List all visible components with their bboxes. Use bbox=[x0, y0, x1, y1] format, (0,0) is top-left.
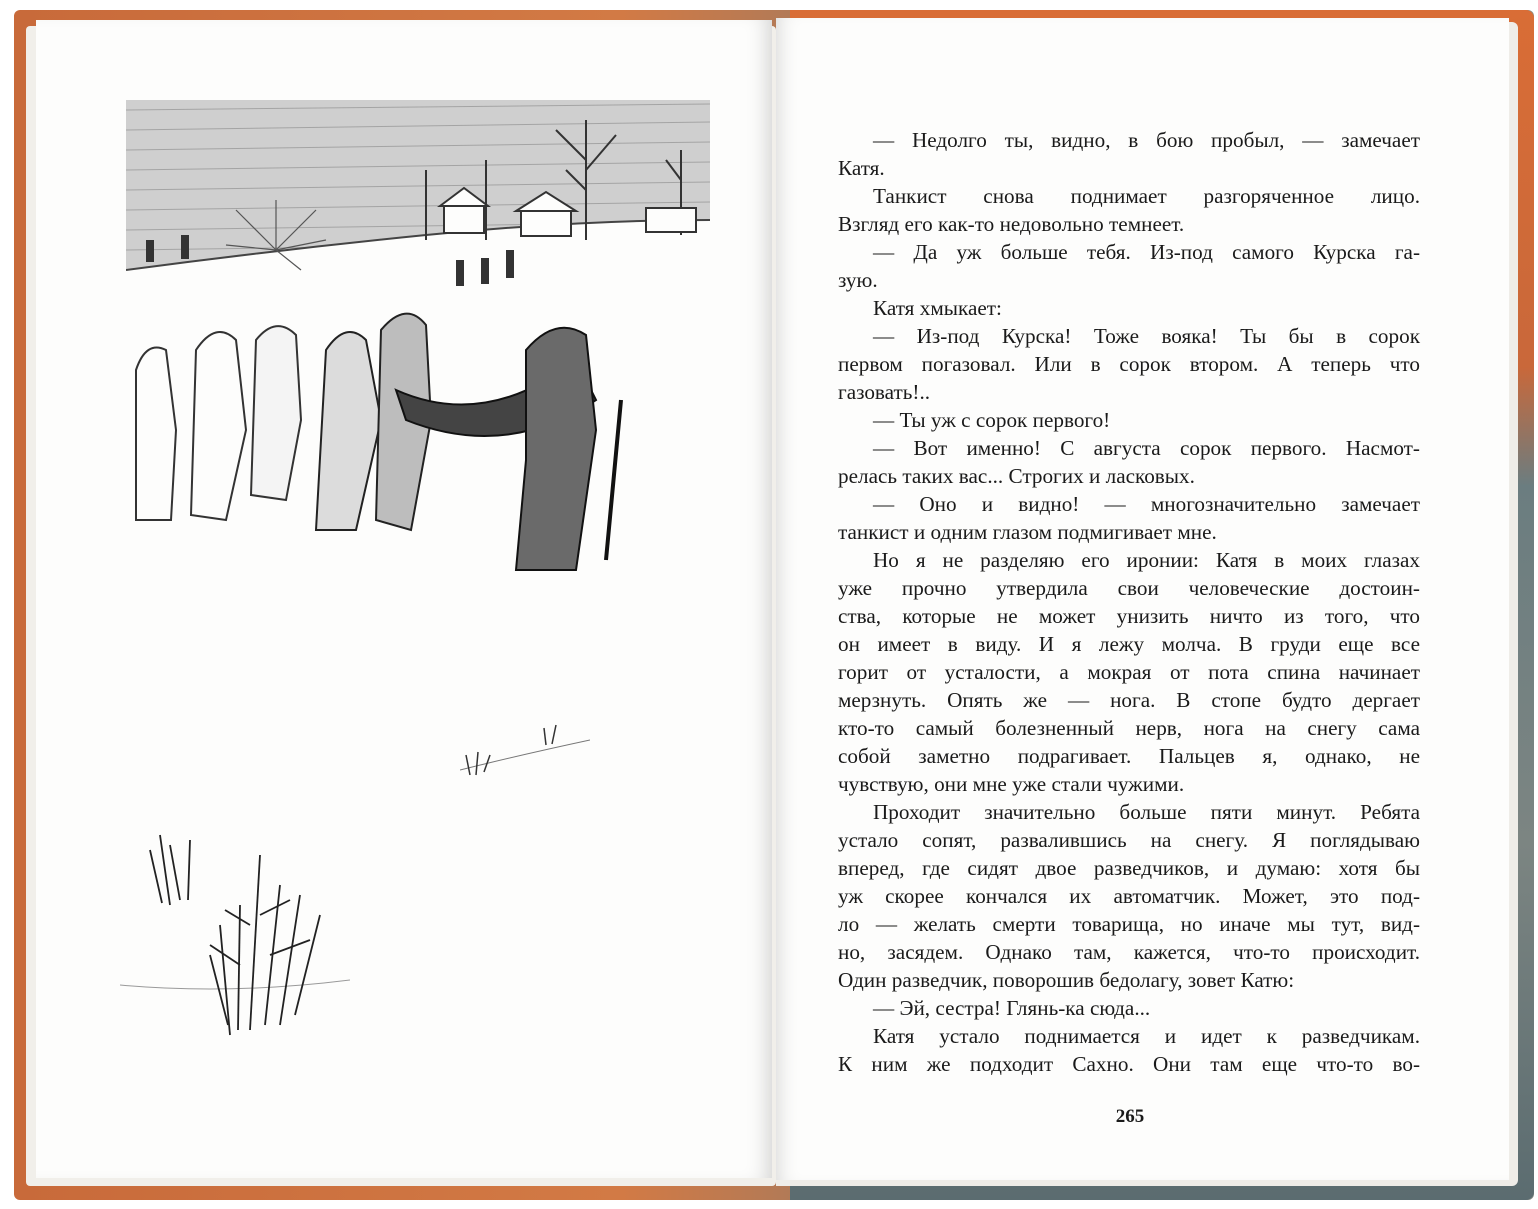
text-line: — Эй, сестра! Глянь-ка сюда... bbox=[873, 996, 1151, 1020]
page-number: 265 bbox=[1115, 1106, 1145, 1127]
illustration-winter-evacuation bbox=[126, 100, 710, 590]
text-line: Но я не разделяю его иронии: Катя в моих глазах bbox=[873, 548, 1420, 572]
text-line: он имеет в виду. И я лежу молча. В груди еще все bbox=[838, 632, 1420, 656]
text-line: Танкист снова поднимает разгоряченное лицо. bbox=[873, 184, 1420, 208]
text-line: зую. bbox=[838, 268, 878, 292]
text-line: Проходит значительно больше пяти минут. Ребята bbox=[873, 800, 1420, 824]
text-line: уж скорее кончался их автоматчик. Может, это под- bbox=[838, 884, 1420, 908]
text-line: Взгляд его как-то недовольно темнеет. bbox=[838, 212, 1185, 236]
text-line: Катя. bbox=[838, 156, 885, 180]
text-line: — Оно и видно! — многозначительно замечает bbox=[873, 492, 1420, 516]
text-line: первом погазовал. Или в сорок втором. А теперь что bbox=[838, 352, 1420, 376]
text-line: Один разведчик, поворошив бедолагу, зовет Катю: bbox=[838, 968, 1295, 992]
text-line: Катя хмыкает: bbox=[873, 296, 1002, 320]
text-line: релась таких вас... Строгих и ласковых. bbox=[838, 464, 1195, 488]
text-line: но, засядем. Однако там, кажется, что-то происходит. bbox=[838, 940, 1420, 964]
text-line: Катя устало поднимается и идет к разведчикам. bbox=[873, 1024, 1420, 1048]
illustration-winter-bushes bbox=[120, 825, 350, 1045]
text-line: мерзнуть. Опять же — нога. В стопе будто дергает bbox=[838, 688, 1420, 712]
text-line: кто-то самый болезненный нерв, нога на снегу сама bbox=[838, 716, 1420, 740]
text-line: ло — желать смерти товарища, но иначе мы тут, вид- bbox=[838, 912, 1420, 936]
text-line: горит от усталости, а мокрая от пота спина начинает bbox=[838, 660, 1420, 684]
book-text bbox=[838, 126, 1420, 1078]
text-line: — Из-под Курска! Тоже вояка! Ты бы в сорок bbox=[873, 324, 1420, 348]
text-line: К ним же подходит Сахно. Они там еще что-то во- bbox=[838, 1052, 1420, 1076]
text-line: собой заметно подрагивает. Пальцев я, однако, не bbox=[838, 744, 1420, 768]
text-line: — Недолго ты, видно, в бою пробыл, — замечает bbox=[873, 128, 1420, 152]
text-line: газовать!.. bbox=[838, 380, 931, 404]
text-line: уже прочно утвердила свои человеческие достоин- bbox=[838, 576, 1420, 600]
text-line: — Вот именно! С августа сорок первого. Насмот- bbox=[873, 436, 1420, 460]
text-line: чувствую, они мне уже стали чужими. bbox=[838, 772, 1185, 796]
illustration-grass-tuft bbox=[460, 700, 590, 790]
text-line: — Да уж больше тебя. Из-под самого Курска га- bbox=[873, 240, 1420, 264]
text-line: вперед, где сидят двое разведчиков, и думаю: хотя бы bbox=[838, 856, 1420, 880]
text-line: устало сопят, развалившись на снегу. Я поглядываю bbox=[838, 828, 1420, 852]
text-line: танкист и одним глазом подмигивает мне. bbox=[838, 520, 1217, 544]
text-line: ства, которые не может унизить ничто из того, что bbox=[838, 604, 1420, 628]
text-line: — Ты уж с сорок первого! bbox=[873, 408, 1111, 432]
